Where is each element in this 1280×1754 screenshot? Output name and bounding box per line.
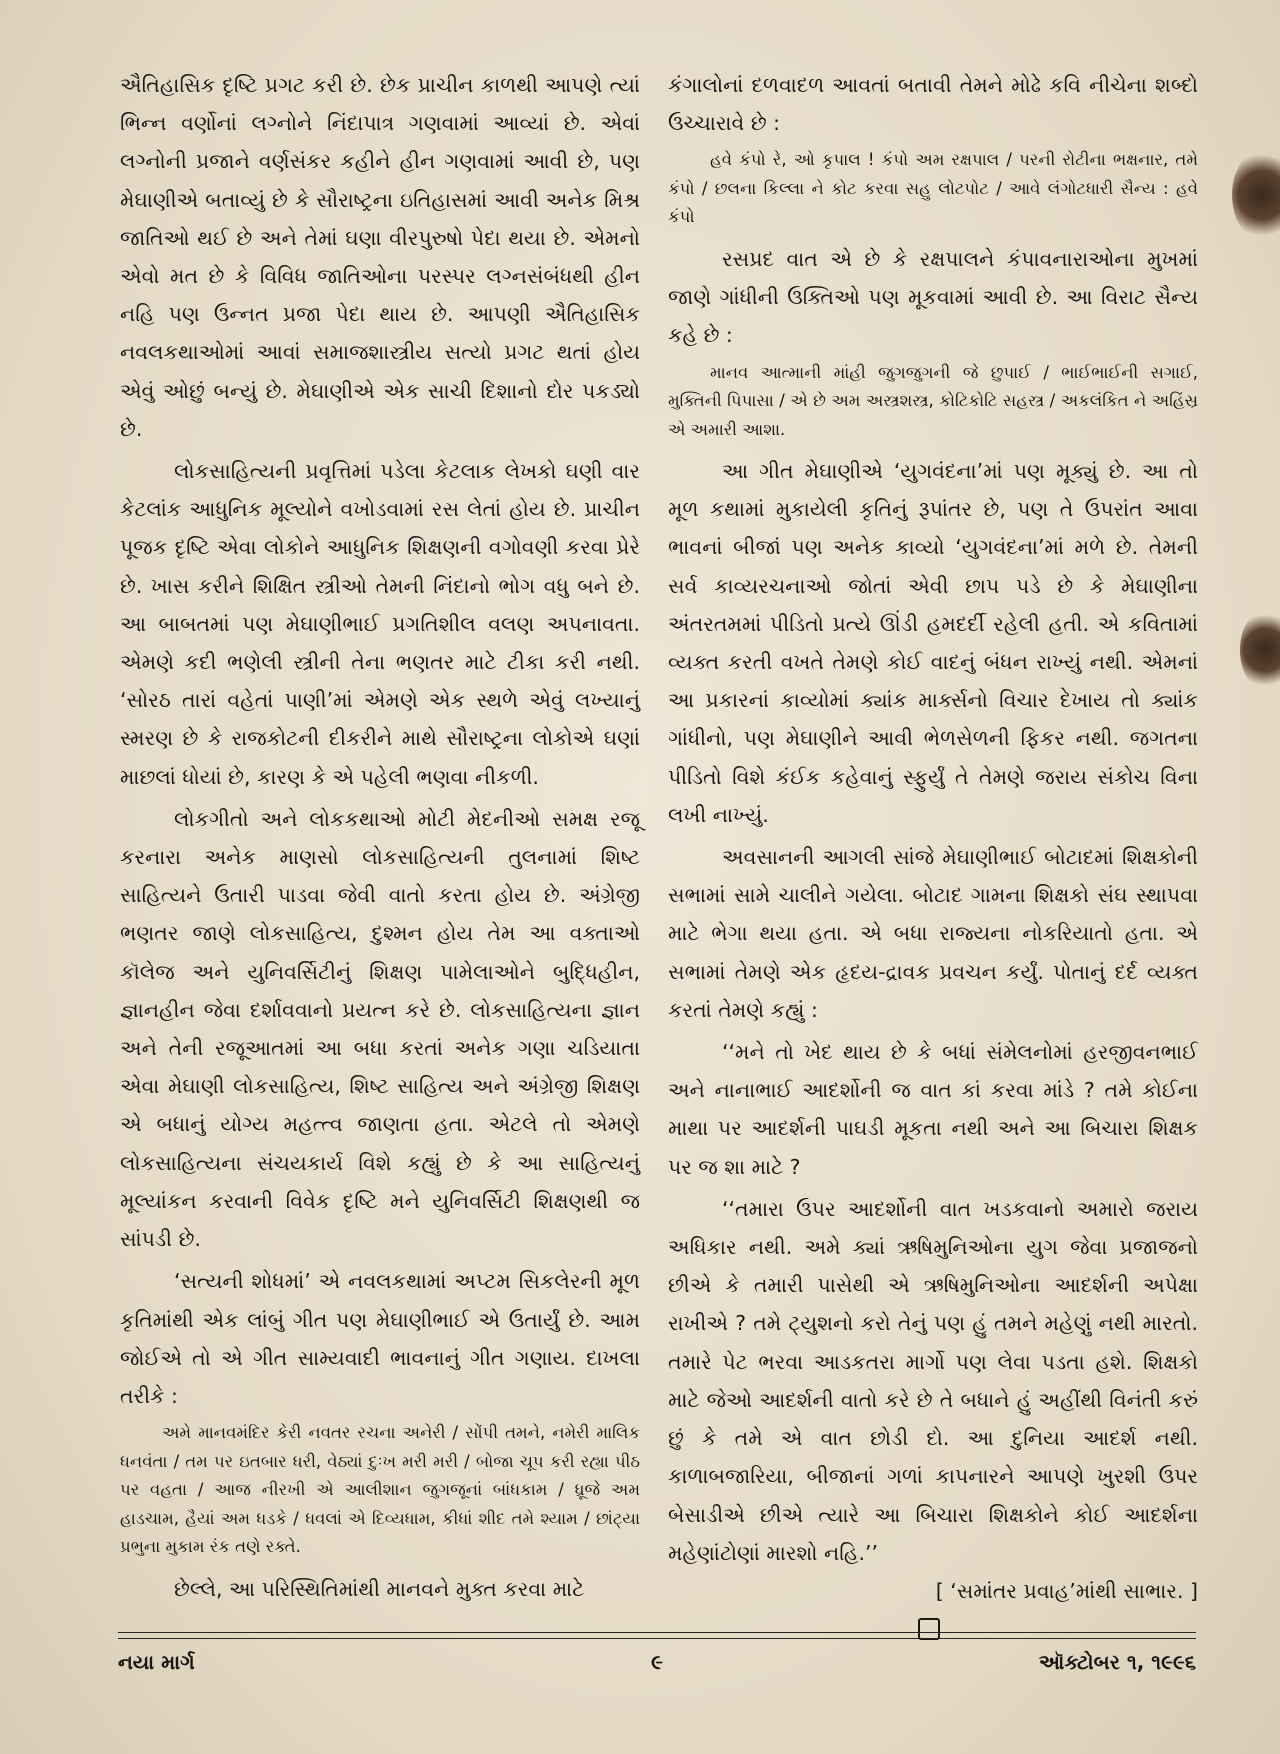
- paragraph: કંગાલોનાં દળવાદળ આવતાં બતાવી તેમને મોઢે કવિ નીચેના શબ્દો ઉચ્ચારાવે છે :: [668, 73, 1198, 136]
- issue-date: ઑક્ટોબર ૧, ૧૯૯૬: [1038, 1650, 1196, 1674]
- burn-mark: [1240, 610, 1280, 690]
- end-mark-icon: [918, 1618, 940, 1640]
- footer-rule: [118, 1632, 1196, 1633]
- paragraph: આ ગીત મેઘાણીએ ‘યુગવંદના’માં પણ મૂક્યું છે. આ તો મૂળ કથામાં મુકાયેલી કૃતિનું રૂપાંતર છે, પણ તે ઉપરાંત આવા ભાવનાં બીજાં પણ અનેક કાવ્યો ‘યુગવંદના’માં મળે છે. તેમની સર્વ કાવ્યરચનાઓ જોતાં એવી છાપ પડે છે કે મેઘાણીના અંતરતમમાં પીડિતો પ્રત્યે ઊંડી હમદર્દી રહેલી હતી. એ કવિતામાં વ્યક્ત કરતી વખતે તેમણે કોઈ વાદનું બંધન રાખ્યું નથી. એમનાં આ પ્રકારનાં કાવ્યોમાં ક્યાંક માર્ક્સનો વિચાર દેખાય તો ક્યાંક ગાંધીનો, પણ મેઘાણીને આવી ભેળસેળની ફિકર નથી. જગતના પીડિતો વિશે કંઈક કહેવાનું સ્ફુર્યું તે તેમણે જરાય સંકોચ વિના લખી નાખ્યું.: [668, 459, 1198, 827]
- left-column: [120, 66, 640, 1608]
- paragraph: ‘‘મને તો ખેદ થાય છે કે બધાં સંમેલનોમાં હરજીવનભાઈ અને નાનાભાઈ આદર્શોની જ વાત કાં કરવા માંડે ? તમે કોઈના માથા પર આદર્શની પાઘડી મૂકતા નથી અને આ બિચારા શિક્ષક પર જ શા માટે ?: [668, 1040, 1198, 1179]
- paragraph: ‘‘તમારા ઉપર આદર્શોની વાત ખડકવાનો અમારો જરાય અધિકાર નથી. અમે ક્યાં ઋષિમુનિઓના યુગ જેવા પ્રજાજનો છીએ કે તમારી પાસેથી એ ઋષિમુનિઓના આદર્શની અપેક્ષા રાખીએ ? તમે ટ્યુશનો કરો તેનું પણ હું તમને મહેણું નથી મારતો. તમારે પેટ ભરવા આડકતરા માર્ગો પણ લેવા પડતા હશે. શિક્ષકો માટે જેઓ આદર્શની વાતો કરે છે તે બધાને હું અહીંથી વિનંતી કરું છું કે તમે એ વાત છોડી દો. આ દુનિયા આદર્શ નથી. કાળાબજારિયા, બીજાનાં ગળાં કાપનારને આપણે ખુરશી ઉપર બેસાડીએ છીએ ત્યારે આ બિચારા શિક્ષકોને કોઈ આદર્શના મહેણાંટોણાં મારશો નહિ.’’: [668, 1196, 1198, 1565]
- magazine-name: નયા માર્ગ: [118, 1650, 195, 1674]
- paragraph: લોકસાહિત્યની પ્રવૃત્તિમાં પડેલા કેટલાક લેખકો ઘણી વાર કેટલાંક આધુનિક મૂલ્યોને વખોડવામાં રસ લેતાં હોય છે. પ્રાચીન પૂજક દૃષ્ટિ એવા લોકોને આધુનિક શિક્ષણની વગોવણી કરવા પ્રેરે છે. ખાસ કરીને શિક્ષિત સ્ત્રીઓ તેમની નિંદાનો ભોગ વધુ બને છે. આ બાબતમાં પણ મેઘાણીભાઈ પ્રગતિશીલ વલણ અપનાવતા. એમણે કદી ભણેલી સ્ત્રીની તેના ભણતર માટે ટીકા કરી નથી. ‘સોરઠ તારાં વહેતાં પાણી’માં એમણે એક સ્થળે એવું લખ્યાનું સ્મરણ છે કે રાજકોટની દીકરીને માથે સૌરાષ્ટ્રના લોકોએ ઘણાં માછલાં ધોયાં છે, કારણ કે એ પહેલી ભણવા નીકળી.: [120, 459, 640, 789]
- burn-mark: [1232, 150, 1280, 240]
- page-footer: [118, 1650, 1196, 1690]
- verse-quote: હવે કંપો રે, ઓ કૃપાલ ! કંપો અમ રક્ષપાલ / પરની રોટીના ભક્ષનાર, તમે કંપો / છલના કિલ્લા ને કોટ કરવા સહુ લોટપોટ / આવે લંગોટધારી સૈન્ય : હવે કંપો: [668, 150, 1198, 227]
- paragraph: ‘સત્યની શોધમાં’ એ નવલકથામાં અપ્ટમ સિકલેરની મૂળ કૃતિમાંથી એક લાંબું ગીત પણ મેઘાણીભાઈ એ ઉતાર્યું છે. આમ જોઈએ તો એ ગીત સામ્યવાદી ભાવનાનું ગીત ગણાય. દાખલા તરીકે :: [120, 1269, 640, 1408]
- verse-quote: માનવ આત્માની માંહી જુગજુગની જે છુપાઈ / ભાઈભાઈની સગાઈ, મુક્તિની પિપાસા / એ છે અમ અસ્ત્રશસ્ત્ર, કોટિકોટિ સહસ્ત્ર / અકલંકિત ને અહિંસ્ર એ અમારી આશા.: [668, 362, 1198, 439]
- paragraph: છેલ્લે, આ પરિસ્થિતિમાંથી માનવને મુક્ત કરવા માટે: [174, 1576, 585, 1601]
- paragraph: અવસાનની આગલી સાંજે મેઘાણીભાઈ બોટાદમાં શિક્ષકોની સભામાં સામે ચાલીને ગયેલા. બોટાદ ગામના શિક્ષકો સંઘ સ્થાપવા માટે ભેગા થયા હતા. એ બધા રાજ્યના નોકરિયાતો હતા. એ સભામાં તેમણે એક હૃદય-દ્રાવક પ્રવચન કર્યું. પોતાનું દર્દ વ્યક્ત કરતાં તેમણે કહ્યું :: [668, 845, 1198, 1022]
- page-number: ૯: [651, 1650, 663, 1674]
- paragraph: લોકગીતો અને લોકકથાઓ મોટી મેદનીઓ સમક્ષ રજૂ કરનારા અનેક માણસો લોકસાહિત્યની તુલનામાં શિષ્ટ સાહિત્યને ઉતારી પાડવા જેવી વાતો કરતા હોય છે. અંગ્રેજી ભણતર જાણે લોકસાહિત્ય, દુશ્મન હોય તેમ આ વક્તાઓ કૉલેજ અને યુનિવર્સિટીનું શિક્ષણ પામેલાઓને બુદ્ધિહીન, જ્ઞાનહીન જેવા દર્શાવવાનો પ્રયત્ન કરે છે. લોકસાહિત્યના જ્ઞાન અને તેની રજૂઆતમાં આ બધા કરતાં અનેક ગણા ચડિયાતા એવા મેઘાણી લોકસાહિત્ય, શિષ્ટ સાહિત્ય અને અંગ્રેજી શિક્ષણ એ બધાનું યોગ્ય મહત્ત્વ જાણતા હતા. એટલે તો એમણે લોકસાહિત્યના સંચયકાર્ય વિશે કહ્યું છે કે આ સાહિત્યનું મૂલ્યાંકન કરવાની વિવેક દૃષ્ટિ મને યુનિવર્સિટી શિક્ષણથી જ સાંપડી છે.: [120, 806, 640, 1252]
- right-column: [668, 66, 1198, 1640]
- footer-rule: [118, 1638, 1196, 1639]
- source-credit: [ ‘સમાંતર પ્રવાહ’માંથી સાભાર. ]: [935, 1578, 1198, 1603]
- paragraph: રસપ્રદ વાત એ છે કે રક્ષપાલને કંપાવનારાઓના મુખમાં જાણે ગાંધીની ઉક્તિઓ પણ મૂકવામાં આવી છે. આ વિરાટ સૈન્ય કહે છે :: [668, 246, 1198, 348]
- verse-quote: અમે માનવમંદિર કેરી નવતર રચના અનેરી / સોંપી તમને, નમેરી માલિક ધનવંતા / તમ પર ઇતબાર ધરી, વેઠ્યાં દુઃખ મરી મરી / બોજા ચૂપ કરી રહ્યા પીઠ પર વહતા / આજ નીરખી એ આલીશાન જુગજૂનાં બાંધકામ / ધ્રૂજે અમ હાડચામ, હૈયાં અમ ધડકે / ધવલાં એ દિવ્યધામ, કીધાં શીદ તમે શ્યામ / છાંટ્યા પ્રભુના મુકામ રંક તણે રક્તે.: [120, 1423, 640, 1557]
- paragraph: ઐતિહાસિક દૃષ્ટિ પ્રગટ કરી છે. છેક પ્રાચીન કાળથી આપણે ત્યાં ભિન્ન વર્ણોનાં લગ્નોને નિંદાપાત્ર ગણવામાં આવ્યાં છે. એવાં લગ્નોની પ્રજાને વર્ણસંકર કહીને હીન ગણવામાં આવી છે, પણ મેઘાણીએ બતાવ્યું છે કે સૌરાષ્ટ્રના ઇતિહાસમાં આવી અનેક મિશ્ર જાતિઓ થઈ છે અને તેમાં ઘણા વીરપુરુષો પેદા થયા છે. એમનો એવો મત છે કે વિવિધ જાતિઓના પરસ્પર લગ્નસંબંધથી હીન નહિ પણ ઉન્નત પ્રજા પેદા થાય છે. આપણી ઐતિહાસિક નવલકથાઓમાં આવાં સમાજશાસ્ત્રીય સત્યો પ્રગટ થતાં હોય એવું ઓછું બન્યું છે. મેઘાણીએ એક સાચી દિશાનો દોર પકડ્યો છે.: [120, 73, 640, 441]
